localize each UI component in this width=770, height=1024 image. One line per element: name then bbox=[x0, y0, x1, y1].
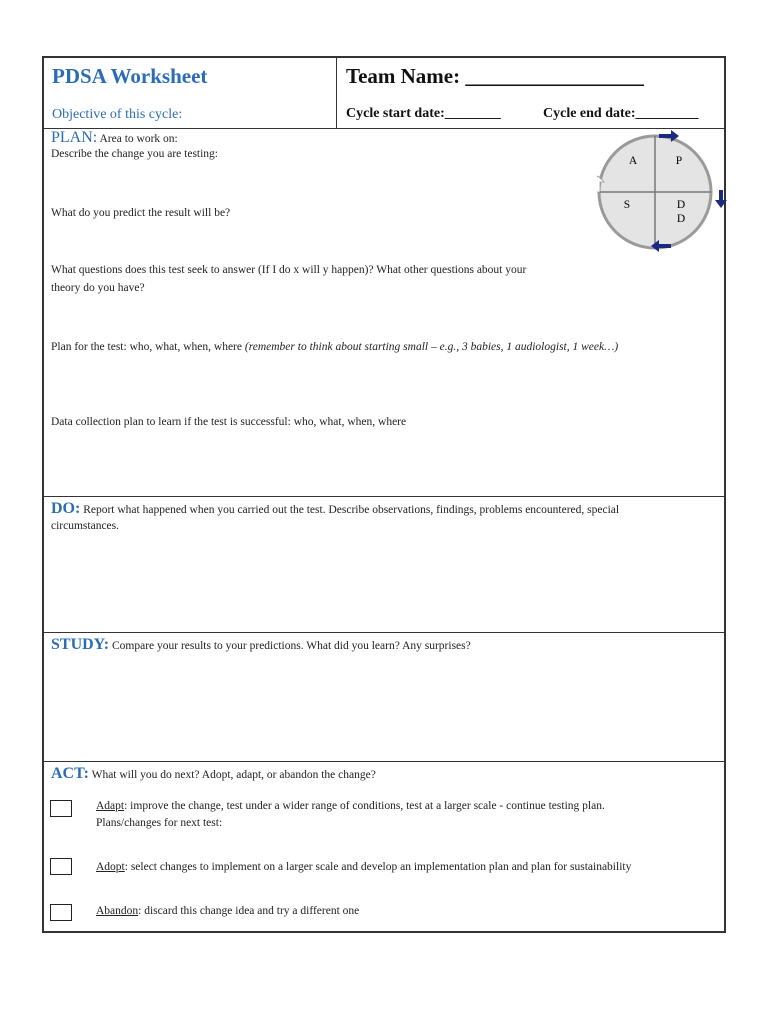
cycle-label-a: A bbox=[628, 155, 638, 167]
pdsa-cycle-diagram bbox=[597, 130, 733, 254]
team-name-field[interactable]: Team Name: _________________ bbox=[346, 64, 644, 88]
page-title: PDSA Worksheet bbox=[52, 64, 208, 88]
plan-section bbox=[44, 128, 724, 497]
plan-heading: PLAN: bbox=[51, 129, 98, 146]
plan-predict-label: What do you predict the result will be? bbox=[51, 207, 231, 219]
plan-questions-label-2: theory do you have? bbox=[51, 282, 145, 294]
plan-test-note: (remember to think about starting small – e.g., 3 babies, 1 audiologist, 1 week…) bbox=[244, 341, 619, 353]
abandon-word: Abandon bbox=[96, 905, 139, 917]
adapt-plans-label: Plans/changes for next test: bbox=[96, 817, 223, 829]
adopt-checkbox[interactable] bbox=[50, 858, 72, 875]
pdsa-worksheet bbox=[42, 56, 726, 933]
plan-test-label bbox=[51, 341, 618, 353]
do-text-1: Report what happened when you carried out the test. Describe observations, findings, problems encountered, special bbox=[83, 504, 620, 516]
adapt-checkbox[interactable] bbox=[50, 800, 72, 817]
plan-describe-label: Describe the change you are testing: bbox=[51, 148, 219, 160]
worksheet-header bbox=[44, 58, 724, 129]
cycle-label-s: S bbox=[623, 199, 631, 211]
plan-questions-label-1: What questions does this test seek to answer (If I do x will y happen)? What other questions about your bbox=[51, 264, 527, 276]
abandon-text: : discard this change idea and try a different one bbox=[138, 905, 360, 917]
plan-area-label: Area to work on: bbox=[99, 133, 178, 145]
study-heading-line bbox=[51, 636, 471, 654]
cycle-label-d-1: D bbox=[676, 199, 686, 211]
arrow-right-icon bbox=[715, 190, 727, 208]
do-text-2: circumstances. bbox=[51, 520, 120, 532]
study-heading: STUDY: bbox=[51, 636, 110, 653]
cycle-label-d-2: D bbox=[676, 213, 686, 225]
do-heading: DO: bbox=[51, 500, 81, 517]
abandon-checkbox[interactable] bbox=[50, 904, 72, 921]
objective-label: Objective of this cycle: bbox=[52, 107, 183, 122]
adopt-word: Adopt bbox=[96, 861, 125, 873]
adopt-option bbox=[96, 861, 631, 873]
header-divider bbox=[336, 58, 337, 128]
cycle-end-date-field[interactable]: Cycle end date:_________ bbox=[543, 106, 699, 121]
adapt-word: Adapt bbox=[96, 800, 125, 812]
plan-test-text: Plan for the test: who, what, when, where bbox=[51, 341, 245, 353]
adapt-option bbox=[96, 800, 605, 812]
study-text: Compare your results to your predictions. What did you learn? Any surprises? bbox=[111, 640, 471, 652]
do-heading-line bbox=[51, 500, 619, 518]
adopt-text: : select changes to implement on a larger scale and develop an implementation plan and plan for sustainability bbox=[124, 861, 632, 873]
abandon-option bbox=[96, 905, 359, 917]
cycle-label-p: P bbox=[675, 155, 683, 167]
plan-heading-line bbox=[51, 129, 178, 147]
do-section bbox=[44, 497, 724, 633]
cycle-start-date-field[interactable]: Cycle start date:________ bbox=[346, 106, 501, 121]
act-section bbox=[44, 762, 724, 933]
plan-data-collection-label: Data collection plan to learn if the test is successful: who, what, when, where bbox=[51, 416, 407, 428]
act-heading: ACT: bbox=[51, 765, 89, 782]
study-section bbox=[44, 633, 724, 762]
act-question: What will you do next? Adopt, adapt, or abandon the change? bbox=[91, 769, 376, 781]
act-heading-line bbox=[51, 765, 376, 783]
adapt-text: : improve the change, test under a wider range of conditions, test at a larger scale - continue testing plan. bbox=[124, 800, 605, 812]
